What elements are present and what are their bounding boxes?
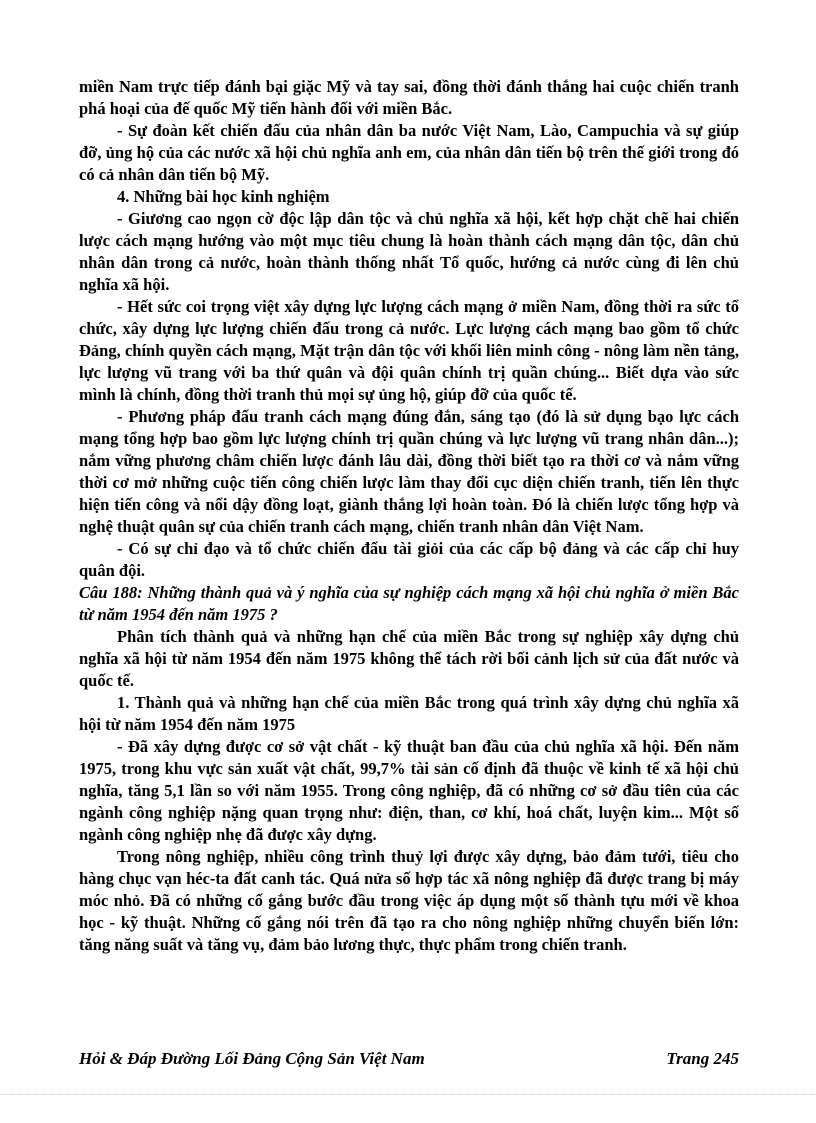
paragraph: - Sự đoàn kết chiến đấu của nhân dân ba nước Việt Nam, Lào, Campuchia và sự giúp đỡ, ủng hộ của các nước xã hội chủ nghĩa anh em, của nhân dân tiến bộ trên thế giới trong đó có cả nhân dân tiến bộ Mỹ.	[79, 121, 739, 184]
question-heading: Câu 188: Những thành quả và ý nghĩa của sự nghiệp cách mạng xã hội chủ nghĩa ở miền Bắc từ năm 1954 đến năm 1975 ?	[79, 583, 739, 624]
paragraph: Phân tích thành quả và những hạn chế của miền Bắc trong sự nghiệp xây dựng chủ nghĩa xã hội từ năm 1954 đến năm 1975 không thể tách rời bối cảnh lịch sử của đất nước và quốc tế.	[79, 627, 739, 690]
page-body	[79, 76, 739, 956]
paragraph: miền Nam trực tiếp đánh bại giặc Mỹ và tay sai, đồng thời đánh thắng hai cuộc chiến tranh phá hoại của đế quốc Mỹ tiến hành đối với miền Bắc.	[79, 77, 739, 118]
paragraph: - Hết sức coi trọng việt xây dựng lực lượng cách mạng ở miền Nam, đồng thời ra sức tổ chức, xây dựng lực lượng chiến đấu trong cả nước. Lực lượng cách mạng bao gồm tổ chức Đảng, chính quyền cách mạng, Mặt trận dân tộc với khối liên minh công - nông làm nền tảng, lực lượng vũ trang với ba thứ quân và đội quân chính trị quần chúng... Biết dựa vào sức mình là chính, đồng thời tranh thủ mọi sự ủng hộ, giúp đỡ của quốc tế.	[79, 297, 739, 404]
section-heading: 4. Những bài học kinh nghiệm	[117, 187, 330, 206]
paragraph: Trong nông nghiệp, nhiều công trình thuỷ lợi được xây dựng, bảo đảm tưới, tiêu cho hàng chục vạn héc-ta đất canh tác. Quá nửa số hợp tác xã nông nghiệp đã được trang bị máy móc nhỏ. Đã có những cố gắng bước đầu trong việc áp dụng một số thành tựu mới về khoa học - kỹ thuật. Những cố gắng nói trên đã tạo ra cho nông nghiệp những chuyển biến lớn: tăng năng suất và tăng vụ, đảm bảo lương thực, thực phẩm trong chiến tranh.	[79, 847, 739, 954]
page-divider	[0, 1094, 816, 1095]
paragraph: - Đã xây dựng được cơ sở vật chất - kỹ thuật ban đầu của chủ nghĩa xã hội. Đến năm 1975, trong khu vực sản xuất vật chất, 99,7% tài sản cố định đã thuộc về kinh tế xã hội chủ nghĩa, tăng 5,1 lần so với năm 1955. Trong công nghiệp, đã có những cơ sở đầu tiên của các ngành công nghiệp nặng quan trọng như: điện, than, cơ khí, hoá chất, luyện kim... Một số ngành công nghiệp nhẹ đã được xây dựng.	[79, 737, 739, 844]
section-heading: 1. Thành quả và những hạn chế của miền Bắc trong quá trình xây dựng chủ nghĩa xã hội từ năm 1954 đến năm 1975	[79, 693, 739, 734]
page-footer	[79, 1049, 739, 1069]
paragraph: - Giương cao ngọn cờ độc lập dân tộc và chủ nghĩa xã hội, kết hợp chặt chẽ hai chiến lược cách mạng hướng vào một mục tiêu chung là hoàn thành cách mạng dân tộc, dân chủ nhân dân trong cả nước, hoàn thành thống nhất Tổ quốc, hướng cả nước cùng đi lên chủ nghĩa xã hội.	[79, 209, 739, 294]
footer-title: Hỏi & Đáp Đường Lối Đảng Cộng Sản Việt Nam	[79, 1049, 425, 1068]
paragraph: - Có sự chỉ đạo và tổ chức chiến đấu tài giỏi của các cấp bộ đảng và các cấp chỉ huy quân đội.	[79, 539, 739, 580]
paragraph: - Phương pháp đấu tranh cách mạng đúng đắn, sáng tạo (đó là sử dụng bạo lực cách mạng tổng hợp bao gồm lực lượng chính trị quần chúng và lực lượng vũ trang nhân dân...); nắm vững phương châm chiến lược đánh lâu dài, đồng thời biết tạo ra thời cơ và nắm vững thời cơ mở những cuộc tiến công chiến lược làm thay đổi cục diện chiến tranh, tiến lên thực hiện tiến công và nổi dậy đồng loạt, giành thắng lợi hoàn toàn. Đó là chiến lược tổng hợp và nghệ thuật quân sự của chiến tranh cách mạng, chiến tranh nhân dân Việt Nam.	[79, 407, 739, 536]
page-number: Trang 245	[666, 1049, 739, 1068]
